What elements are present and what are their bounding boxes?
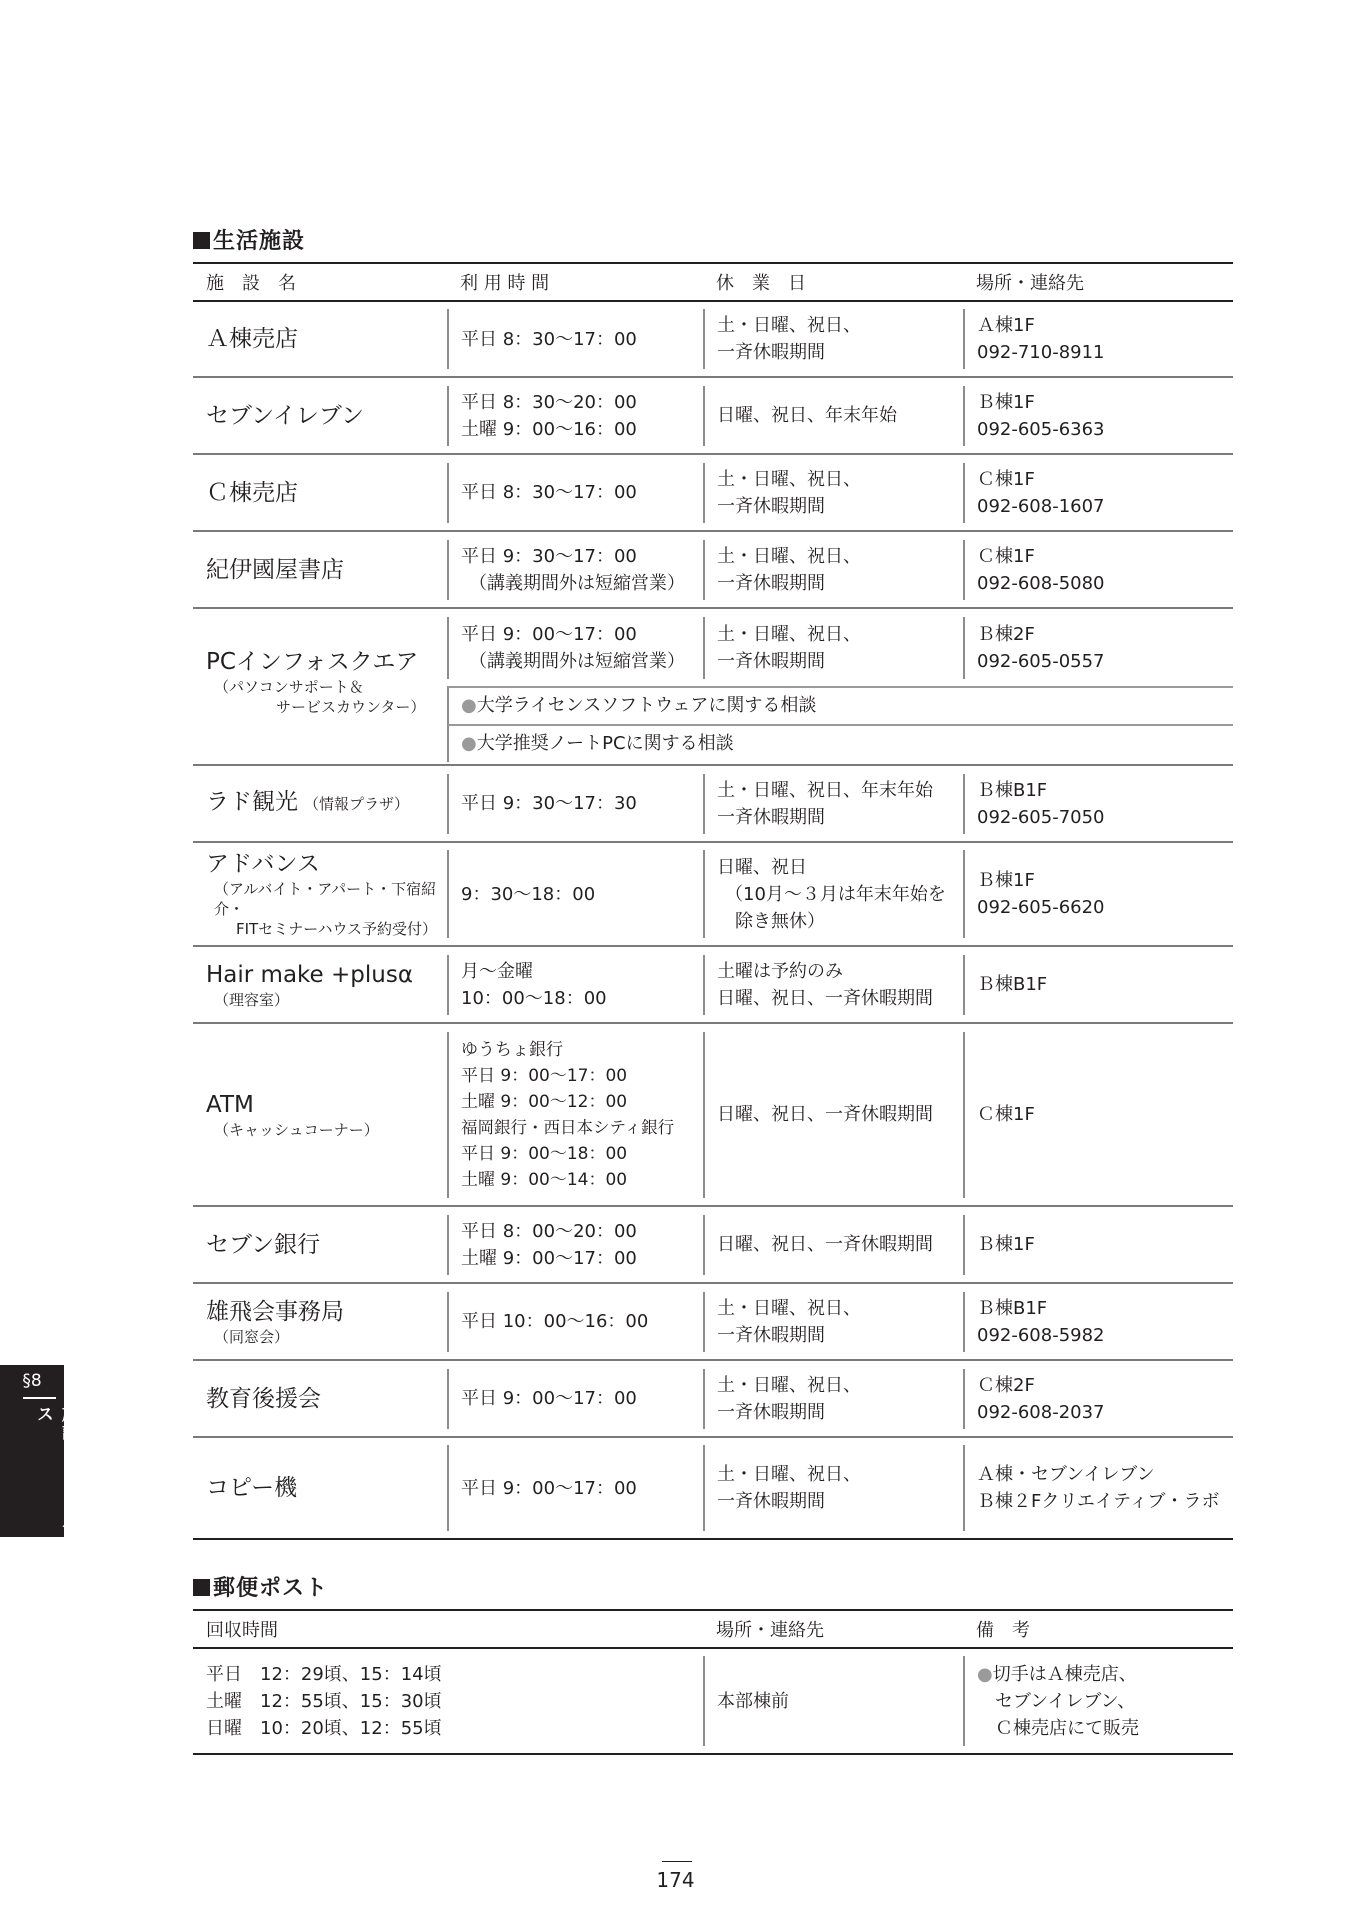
facilities-table [193,262,1233,1540]
table-row [193,377,1233,454]
table-header-row [193,263,1233,301]
facility-name: セブンイレブン [206,402,365,429]
facility-name: コピー機 [206,1475,298,1501]
closed-line: 一斉休暇期間 [717,495,825,517]
location: Ｂ棟1F [977,870,1035,891]
facility-subtitle: （情報プラザ） [304,795,410,813]
hours-line: 土曜 9：00〜12：00 [461,1091,628,1112]
header-collection-time: 回収時間 [193,1610,703,1648]
location: Ａ棟1F [977,315,1035,336]
facility-subtitle: FITセミナーハウス予約受付） [236,920,438,938]
closed-line: 土・日曜、祝日、 [717,1297,861,1319]
facility-name: 雄飛会事務局 [206,1298,344,1325]
closed-line: 日曜、祝日 [717,856,807,878]
bank-name: 福岡銀行・西日本シティ銀行 [461,1117,675,1137]
page-number-rule [662,1861,692,1862]
hours-line: 平日 9：30〜17：30 [461,793,637,814]
phone-number: 092-710-8911 [977,342,1105,363]
facility-subtitle: （同窓会） [214,1327,290,1346]
location: Ｂ棟B1F [977,779,1048,801]
consultation-note: ●大学推奨ノートPCに関する相談 [447,724,1233,762]
phone-number: 092-608-1607 [977,495,1105,517]
phone-number: 092-605-6620 [977,897,1105,918]
facility-name: 教育後援会 [206,1385,321,1412]
facility-name: 紀伊國屋書店 [206,556,344,583]
header-contact: 場所・連絡先 [963,263,1233,301]
collection-time: 土曜 12：55頃、15：30頃 [206,1690,442,1712]
table-header-row [193,1610,1233,1648]
location: Ａ棟・セブンイレブン [977,1464,1155,1485]
hours-line: 平日 9：30〜17：00 [461,545,637,567]
facility-name: Hair make +plusα [206,961,413,988]
remark-line: セブンイレブン、 [995,1690,1136,1712]
closed-line: 土・日曜、祝日、 [717,315,861,336]
location: Ｂ棟1F [977,1234,1035,1255]
header-location: 場所・連絡先 [703,1610,963,1648]
facility-name: Ｃ棟売店 [206,479,298,506]
square-bullet-icon [193,1579,210,1596]
collection-time: 平日 12：29頃、15：14頃 [206,1663,442,1685]
closed-line: 一斉休暇期間 [717,651,825,672]
header-closed: 休 業 日 [703,263,963,301]
facility-subtitle: （キャッシュコーナー） [214,1120,379,1139]
facility-subtitle: （パソコンサポート＆ [214,678,364,696]
location: Ｂ棟B1F [977,974,1048,995]
table-row [193,1360,1233,1437]
table-row [193,1648,1233,1754]
facility-name: アドバンス [206,851,320,877]
hours-line: 平日 8：00〜20：00 [461,1220,637,1242]
section-number: §8 [22,1371,42,1391]
section-title-facilities: 生活施設 [193,224,305,255]
remark-line: Ｃ棟売店にて販売 [995,1717,1139,1739]
header-hours: 利 用 時 間 [447,263,703,301]
facility-subtitle: （理容室） [214,990,290,1009]
table-row [193,1437,1233,1539]
hours-line: 平日 10：00〜16：00 [461,1311,649,1332]
bank-name: ゆうちょ銀行 [461,1039,563,1060]
facility-name: Ａ棟売店 [206,326,298,352]
table-row [193,301,1233,377]
square-bullet-icon [193,232,210,249]
closed-line: 土・日曜、祝日、 [717,1374,861,1396]
header-name: 施 設 名 [193,263,447,301]
hours-line: 平日 8：30〜17：00 [461,328,637,350]
remark-line: ●切手はＡ棟売店、 [977,1663,1137,1685]
closed-line: 日曜、祝日、年末年始 [717,405,897,426]
facility-name: セブン銀行 [206,1231,321,1258]
bullet-icon: ● [461,733,477,754]
closed-line: 一斉休暇期間 [717,572,825,594]
facility-name: PCインフォスクエア [206,649,419,675]
consultation-note: ●大学ライセンスソフトウェアに関する相談 [447,686,1233,724]
closed-line: 日曜、祝日、一斉休暇期間 [717,987,933,1009]
table-row [193,1023,1233,1206]
table-row [193,1206,1233,1283]
postbox-location: 本部棟前 [717,1690,789,1712]
phone-number: 092-608-5080 [977,572,1105,594]
location: Ｂ棟B1F [977,1297,1048,1319]
location: Ｃ棟1F [977,545,1035,567]
hours-line: 月〜金曜 [461,960,533,982]
facility-name: ラド観光 [206,789,298,815]
closed-line: 土曜は予約のみ [717,960,843,982]
closed-line: 除き無休） [735,910,825,932]
section-title-postbox: 郵便ポスト [193,1571,328,1602]
location: Ｃ棟1F [977,468,1035,490]
facility-subtitle: （アルバイト・アパート・下宿紹介・ [214,880,437,918]
closed-line: 土・日曜、祝日、 [717,468,861,490]
hours-line: 平日 8：30〜17：00 [461,482,637,503]
divider [23,1397,56,1399]
hours-line: 土曜 9：00〜17：00 [461,1247,637,1269]
bullet-icon: ● [461,695,477,716]
facility-subtitle: サービスカウンター） [276,698,426,716]
hours-line: 平日 9：00〜17：00 [461,1388,637,1409]
section-label: 施設・キャンパス [33,1405,78,1531]
hours-line: 平日 9：00〜17：00 [461,624,637,645]
closed-line: 一斉休暇期間 [717,1401,825,1423]
phone-number: 092-608-2037 [977,1401,1105,1423]
collection-time: 日曜 10：20頃、12：55頃 [206,1717,442,1739]
hours-line: 土曜 9：00〜16：00 [461,418,637,440]
hours-line: 平日 9：00〜18：00 [461,1143,628,1164]
closed-line: 日曜、祝日、一斉休暇期間 [717,1104,933,1125]
hours-note: （講義期間外は短縮営業） [469,651,685,672]
table-row [193,531,1233,608]
phone-number: 092-605-0557 [977,651,1105,672]
hours-note: （講義期間外は短縮営業） [469,572,685,594]
bullet-icon: ● [977,1663,993,1685]
table-row [193,765,1233,842]
table-row [193,454,1233,531]
closed-line: 日曜、祝日、一斉休暇期間 [717,1234,933,1255]
closed-line: 土・日曜、祝日、 [717,1464,861,1485]
section-side-tab [0,1365,78,1537]
closed-line: （10月〜３月は年末年始を [725,883,946,905]
table-row [193,946,1233,1023]
hours-line: 10：00〜18：00 [461,987,607,1009]
table-row [193,842,1233,946]
closed-line: 一斉休暇期間 [717,806,825,828]
phone-number: 092-605-6363 [977,418,1105,440]
location: Ｂ棟2F [977,624,1035,645]
location: Ｂ棟1F [977,391,1035,413]
hours-line: 平日 9：00〜17：00 [461,1477,637,1499]
location: Ｃ棟1F [977,1104,1035,1125]
facility-name: ATM [206,1091,254,1118]
closed-line: 土・日曜、祝日、 [717,624,861,645]
location: Ｃ棟2F [977,1374,1035,1396]
closed-line: 一斉休暇期間 [717,1491,825,1512]
table-row [193,1283,1233,1360]
closed-line: 土・日曜、祝日、年末年始 [717,779,933,801]
closed-line: 一斉休暇期間 [717,1324,825,1346]
header-remarks: 備 考 [963,1610,1233,1648]
closed-line: 一斉休暇期間 [717,342,825,363]
postbox-table [193,1609,1233,1755]
closed-line: 土・日曜、祝日、 [717,545,861,567]
hours-line: 土曜 9：00〜14：00 [461,1169,628,1190]
location: Ｂ棟２Fクリエイティブ・ラボ [977,1491,1220,1512]
page-number: 174 [656,1868,695,1892]
phone-number: 092-605-7050 [977,806,1105,828]
hours-line: 平日 8：30〜20：00 [461,391,637,413]
hours-line: 平日 9：00〜17：00 [461,1065,628,1086]
hours-line: 9：30〜18：00 [461,883,596,905]
phone-number: 092-608-5982 [977,1324,1105,1346]
table-row [193,608,1233,765]
